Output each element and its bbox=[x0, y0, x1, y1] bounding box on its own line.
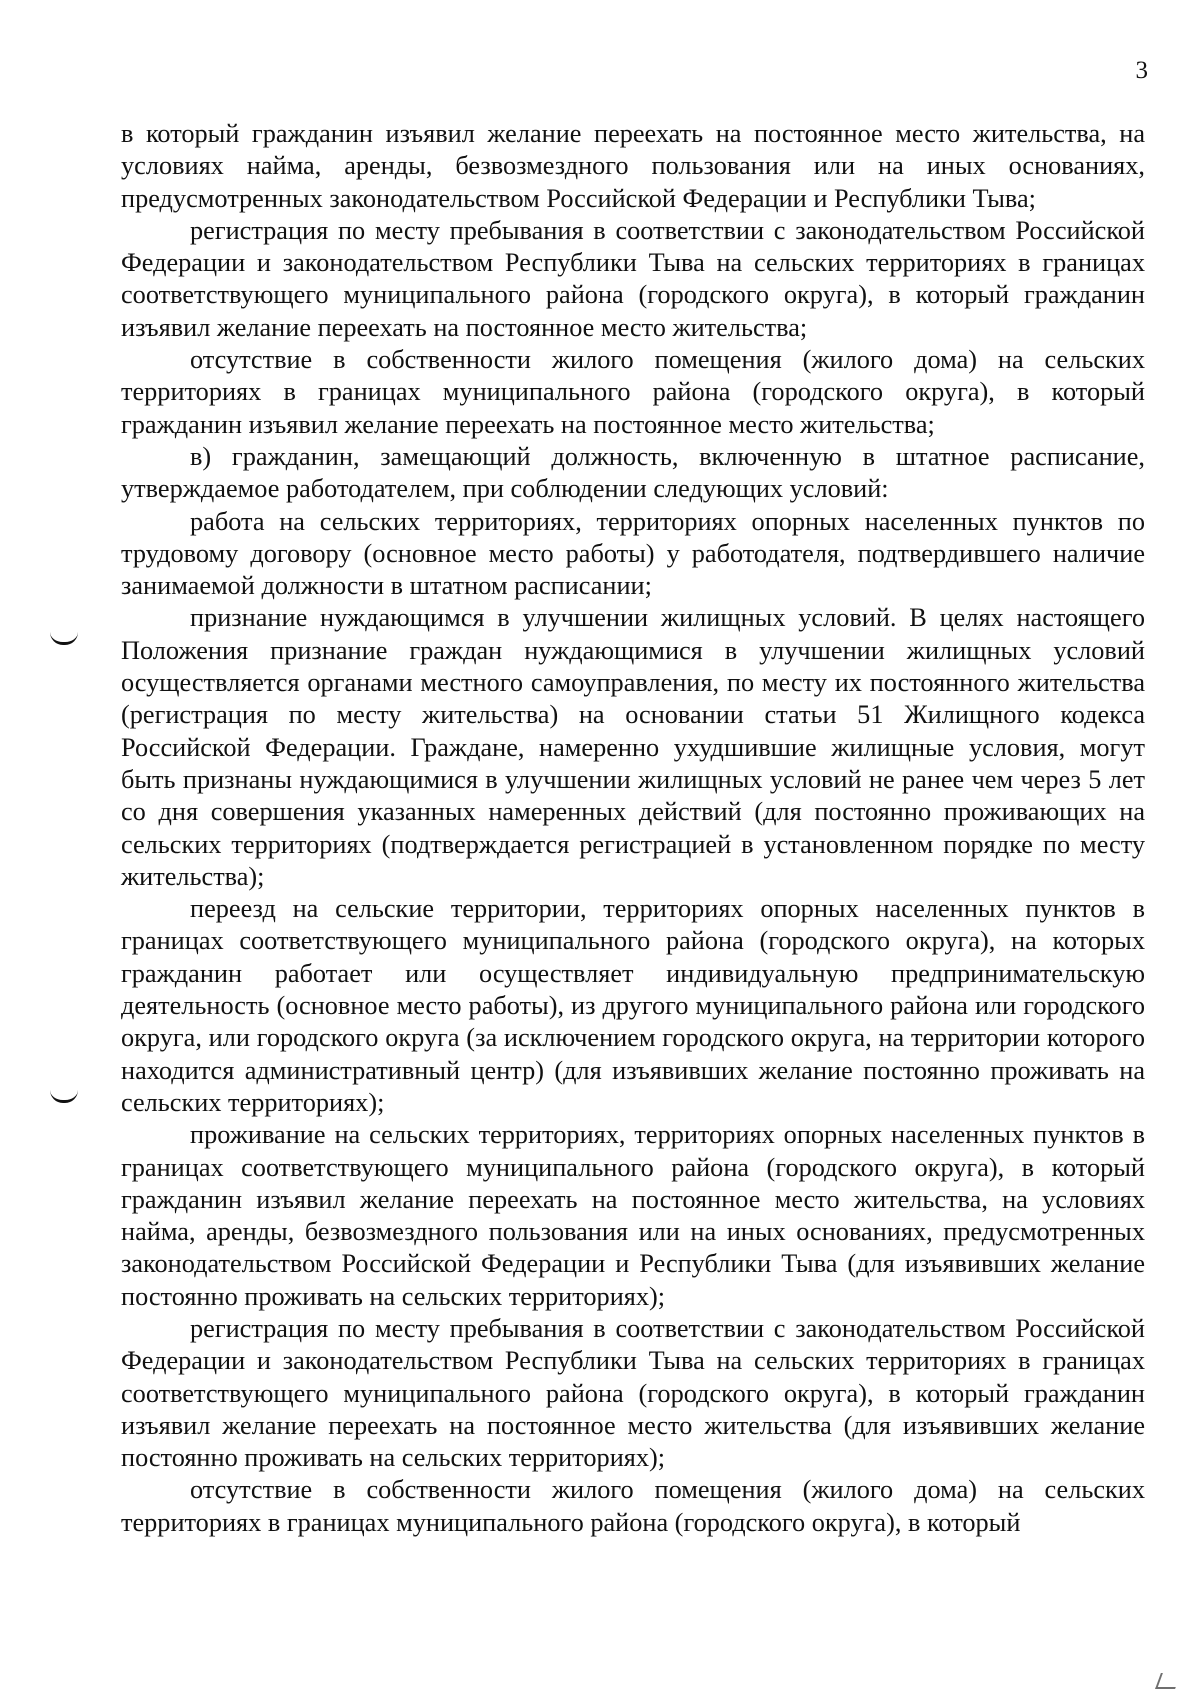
page-number: 3 bbox=[1135, 57, 1148, 84]
paragraph-housing-need: признание нуждающимся в улучшении жилищных условий. В целях настоящего Положения признание граждан нуждающимися в улучшении жилищных условий осуществляется органами местного самоуправления, по месту их постоянного жительства (регистрация по месту жительства) на основании статьи 51 Жилищного кодекса Российской Федерации. Граждане, намеренно ухудшившие жилищные условия, могут быть признаны нуждающимися в улучшении жилищных условий не ранее чем через 5 лет со дня совершения указанных намеренных действий (для постоянно проживающих на сельских территориях (подтверждается регистрацией в установленном порядке по месту жительства); bbox=[121, 603, 1145, 891]
paragraph-item-v: в) гражданин, замещающий должность, включенную в штатное расписание, утверждаемое работодателем, при соблюдении следующих условий: bbox=[121, 441, 1145, 504]
paragraph-residence: проживание на сельских территориях, территориях опорных населенных пунктов в границах соответствующего муниципального района (городского округа), в который гражданин изъявил желание переехать на постоянное место жительства, на условиях найма, аренды, безвозмездного пользования или на иных основаниях, предусмотренных законодательством Российской Федерации и Республики Тыва (для изъявивших желание постоянно проживать на сельских территориях); bbox=[121, 1120, 1145, 1311]
corner-scribble bbox=[1155, 1673, 1181, 1689]
paragraph-no-ownership: отсутствие в собственности жилого помещения (жилого дома) на сельских территориях в границах муниципального района (городского округа), в который гражданин изъявил желание переехать на постоянное место жительства; bbox=[121, 345, 1145, 439]
paragraph-employment: работа на сельских территориях, территориях опорных населенных пунктов по трудовому договору (основное место работы) у работодателя, подтвердившего наличие занимаемой должности в штатном расписании; bbox=[121, 506, 1145, 601]
paragraph-continuation: в который гражданин изъявил желание переехать на постоянное место жительства, на условиях найма, аренды, безвозмездного пользования или на иных основаниях, предусмотренных законодательством Российской Федерации и Республики Тыва; bbox=[121, 119, 1145, 213]
document-body bbox=[121, 118, 1145, 1539]
paragraph-registration-2: регистрация по месту пребывания в соответствии с законодательством Российской Федерации и законодательством Республики Тыва на сельских территориях в границах соответствующего муниципального района (городского округа), в который гражданин изъявил желание переехать на постоянное место жительства (для изъявивших желание постоянно проживать на сельских территориях); bbox=[121, 1313, 1145, 1473]
paragraph-no-ownership-2: отсутствие в собственности жилого помещения (жилого дома) на сельских территориях в границах муниципального района (городского округа), в который bbox=[121, 1475, 1145, 1537]
scan-binding-mark bbox=[50, 632, 78, 645]
scan-binding-mark bbox=[50, 1090, 78, 1103]
paragraph-relocation: переезд на сельские территории, территориях опорных населенных пунктов в границах соответствующего муниципального района (городского округа), на которых гражданин работает или осуществляет индивидуальную предпринимательскую деятельность (основное место работы), из другого муниципального района или городского округа, или городского округа (за исключением городского округа, на территории которого находится административный центр) (для изъявивших желание постоянно проживать на сельских территориях); bbox=[121, 894, 1145, 1117]
paragraph-registration: регистрация по месту пребывания в соответствии с законодательством Российской Федерации и законодательством Республики Тыва на сельских территориях в границах соответствующего муниципального района (городского округа), в который гражданин изъявил желание переехать на постоянное место жительства; bbox=[121, 215, 1145, 342]
